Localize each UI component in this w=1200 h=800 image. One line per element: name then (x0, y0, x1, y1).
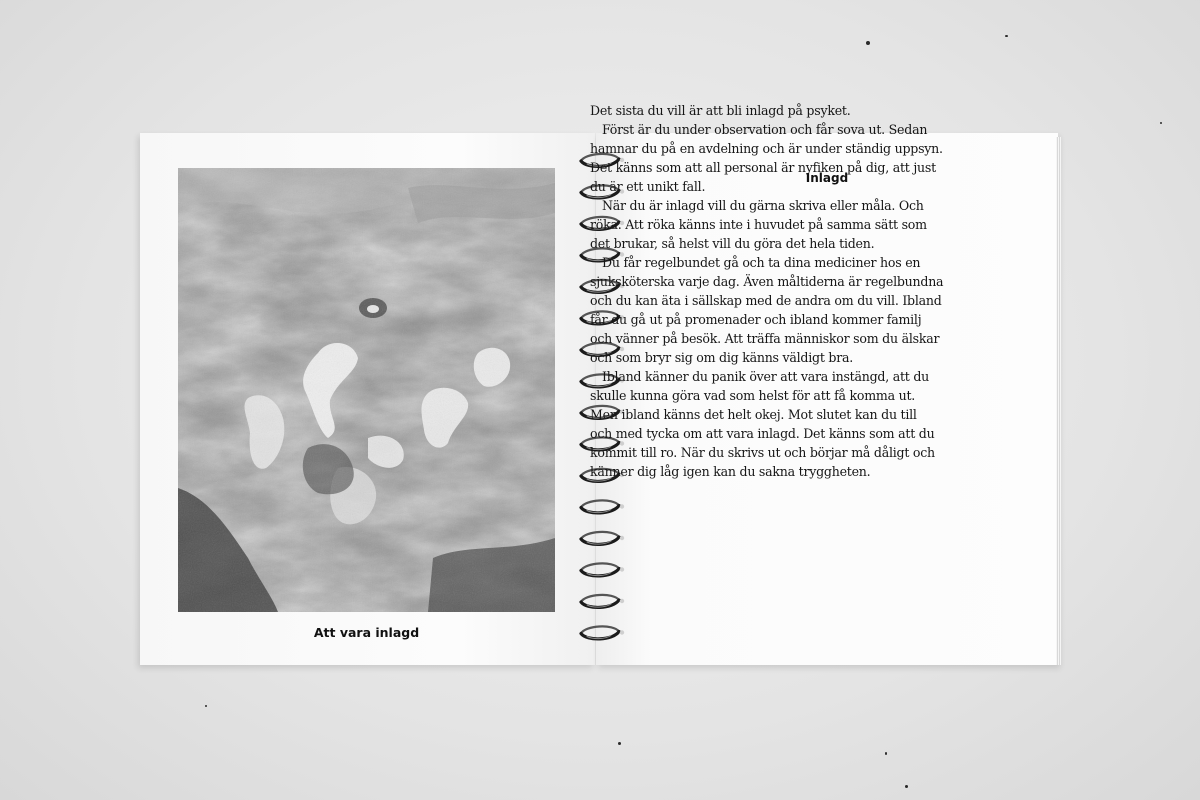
text-line: När du är inlagd vill du gärna skriva eller måla. Och (602, 198, 924, 213)
spiral-coil (581, 595, 624, 608)
spiral-coil (581, 500, 624, 513)
text-line: och som bryr sig om dig känns väldigt bra. (590, 350, 853, 365)
text-line: Men ibland känns det helt okej. Mot slutet kan du till (590, 407, 917, 422)
spiral-coil (581, 563, 624, 576)
text-line: sjuksköterska varje dag. Även måltiderna är regelbundna (590, 274, 944, 289)
background-speck (205, 705, 207, 707)
text-line: Det sista du vill är att bli inlagd på psyket. (590, 103, 851, 118)
background-speck (1005, 35, 1008, 37)
text-line: röka. Att röka känns inte i huvudet på samma sätt som (590, 217, 927, 232)
background-speck (885, 752, 887, 755)
text-line: känner dig låg igen kan du sakna tryggheten. (590, 464, 871, 479)
background-speck (1160, 122, 1162, 124)
text-line: Du får regelbundet gå och ta dina mediciner hos en (602, 255, 921, 270)
page-edge-stack (1056, 137, 1061, 665)
text-line: och du kan äta i sällskap med de andra om du vill. Ibland (590, 293, 942, 308)
chapter-title: Inlagd (805, 171, 849, 185)
background-speck (905, 785, 908, 788)
image-caption: Att vara inlagd (313, 625, 420, 640)
spiral-coil (581, 626, 624, 639)
text-line: får du gå ut på promenader och ibland kommer familj (590, 312, 922, 327)
background-speck (618, 742, 621, 745)
text-line: du är ett unikt fall. (590, 179, 706, 194)
text-line: kommit till ro. När du skrivs ut och börjar må dåligt och (590, 445, 935, 460)
text-line: och vänner på besök. Att träffa människor som du älskar (590, 331, 940, 346)
text-line: hamnar du på en avdelning och är under ständig uppsyn. (590, 141, 943, 156)
text-line: Det känns som att all personal är nyfiken på dig, att just (590, 160, 936, 175)
chapter-body-text (590, 101, 944, 481)
text-line: det brukar, så helst vill du göra det hela tiden. (590, 236, 875, 251)
text-line: och med tycka om att vara inlagd. Det känns som att du (590, 426, 935, 441)
text-line: Ibland känner du panik över att vara instängd, att du (602, 369, 930, 384)
text-line: Först är du under observation och får sova ut. Sedan (602, 122, 928, 137)
marbled-ink-artwork (178, 168, 555, 612)
spiral-coil (581, 532, 624, 545)
text-line: skulle kunna göra vad som helst för att få komma ut. (590, 388, 916, 403)
background-speck (866, 41, 870, 45)
